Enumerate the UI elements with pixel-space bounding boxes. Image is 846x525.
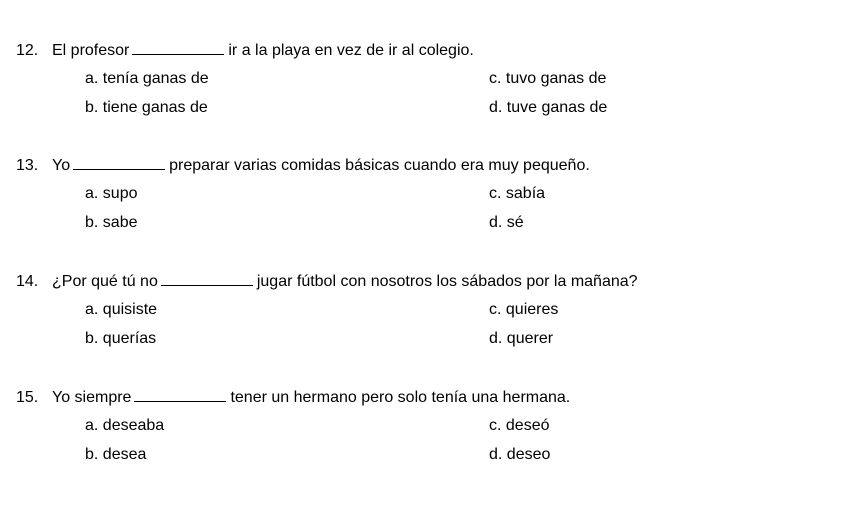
option-b[interactable]: b. querías [85, 330, 157, 347]
option-b[interactable]: b. desea [85, 446, 147, 463]
stem-after-blank: tener un hermano pero solo tenía una hermana. [230, 389, 571, 406]
question-13-stem [16, 155, 590, 176]
question-12-stem [16, 40, 474, 61]
option-d[interactable]: d. deseo [489, 446, 551, 463]
option-d[interactable]: d. querer [489, 330, 554, 347]
question-12 [0, 40, 846, 140]
question-number: 14. [16, 273, 39, 290]
stem-before-blank: ¿Por qué tú no [52, 273, 158, 290]
option-c[interactable]: c. deseó [489, 417, 550, 434]
option-c[interactable]: c. tuvo ganas de [489, 70, 607, 87]
option-b[interactable]: b. tiene ganas de [85, 99, 208, 116]
option-a[interactable]: a. supo [85, 185, 138, 202]
stem-after-blank: jugar fútbol con nosotros los sábados por la mañana? [256, 273, 638, 290]
answer-blank [132, 40, 224, 55]
question-14 [0, 271, 846, 371]
answer-blank [73, 155, 165, 170]
stem-before-blank: Yo [52, 157, 71, 174]
question-14-stem [16, 271, 638, 292]
option-a[interactable]: a. deseaba [85, 417, 165, 434]
question-number: 15. [16, 389, 39, 406]
stem-after-blank: ir a la playa en vez de ir al colegio. [228, 42, 474, 59]
question-15-stem [16, 387, 570, 408]
option-d[interactable]: d. tuve ganas de [489, 99, 608, 116]
option-a[interactable]: a. quisiste [85, 301, 158, 318]
question-number: 12. [16, 42, 39, 59]
option-c[interactable]: c. quieres [489, 301, 559, 318]
option-d[interactable]: d. sé [489, 214, 524, 231]
answer-blank [161, 271, 253, 286]
option-a[interactable]: a. tenía ganas de [85, 70, 209, 87]
stem-before-blank: Yo siempre [52, 389, 132, 406]
question-number: 13. [16, 157, 39, 174]
question-15 [0, 387, 846, 487]
option-b[interactable]: b. sabe [85, 214, 138, 231]
stem-before-blank: El profesor [52, 42, 130, 59]
option-c[interactable]: c. sabía [489, 185, 546, 202]
question-13 [0, 155, 846, 255]
answer-blank [134, 387, 226, 402]
stem-after-blank: preparar varias comidas básicas cuando era muy pequeño. [169, 157, 590, 174]
